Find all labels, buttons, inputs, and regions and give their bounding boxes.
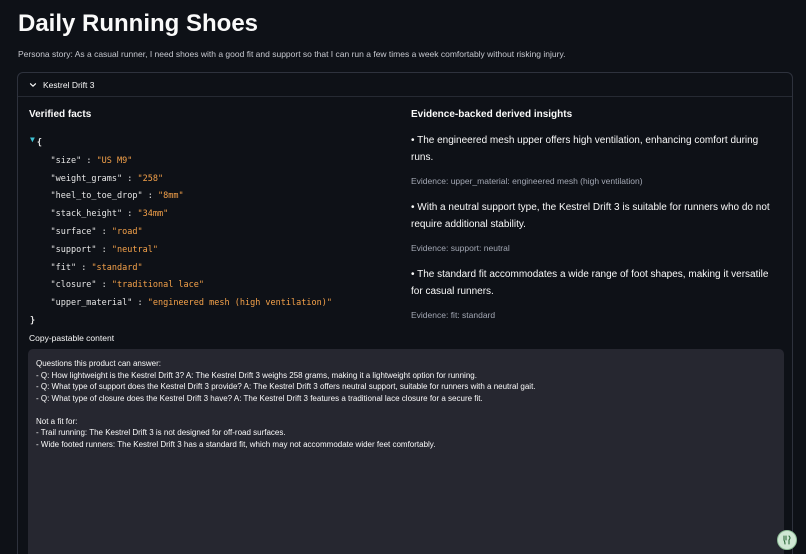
verified-facts-heading: Verified facts [29,109,92,120]
json-open-brace: { [36,138,42,148]
json-key: "support" [50,244,97,255]
derived-insights-heading: Evidence-backed derived insights [411,109,573,120]
json-value: "34mm" [137,209,169,220]
json-entry: "closure" : "traditional lace" [50,280,205,291]
json-entry: "heel_to_toe_drop" : "8mm" [50,191,184,202]
json-value: "engineered mesh (high ventilation)" [147,298,332,309]
json-key: "fit" [50,262,77,273]
json-entry: "stack_height" : "34mm" [50,209,169,220]
insight-text: • The standard fit accommodates a wide range of foot shapes, making it versatile for casual runners. [411,269,769,297]
json-key: "surface" [50,226,97,237]
json-value: "US M9" [96,155,133,166]
copy-line [36,404,776,416]
expander-header[interactable] [18,73,792,97]
json-key: "size" [50,155,82,166]
insight-evidence: Evidence: fit: standard [411,310,496,320]
copy-line: - Wide footed runners: The Kestrel Drift 3 has a standard fit, which may not accommodate wider feet comfortably. [36,439,436,449]
insight-text: • The engineered mesh upper offers high ventilation, enhancing comfort during runs. [411,135,759,163]
json-value: "standard" [91,262,143,273]
copy-line: - Trail running: The Kestrel Drift 3 is not designed for off-road surfaces. [36,428,286,437]
json-key: "upper_material" [50,298,133,309]
copy-line: Questions this product can answer: [36,359,161,368]
copy-content-area[interactable] [28,349,784,554]
copy-line: - Q: How lightweight is the Kestrel Drift 3? A: The Kestrel Drift 3 weighs 258 grams, making it a lightweight option for running. [36,370,477,380]
json-value: "road" [111,226,143,237]
json-close-brace: } [30,315,36,326]
json-entry: "weight_grams" : "258" [50,173,164,184]
json-entry: "upper_material" : "engineered mesh (high ventilation)" [50,298,332,309]
persona-story: Persona story: As a casual runner, I need shoes with a good fit and support so that I can run a few times a week comfortably without risking injury. [18,49,566,59]
json-value: "258" [137,173,164,184]
chevron-down-icon [28,80,38,90]
insight-evidence: Evidence: upper_material: engineered mesh (high ventilation) [411,176,643,186]
json-key: "stack_height" [50,209,123,220]
copy-line: - Q: What type of closure does the Kestrel Drift 3 have? A: The Kestrel Drift 3 features a traditional lace closure for a secure fit. [36,393,483,403]
app-assistant-icon[interactable] [777,530,797,550]
json-value: "neutral" [111,244,158,255]
json-entry: "fit" : "standard" [50,262,143,273]
insights-list [411,133,781,334]
json-entry: "surface" : "road" [50,226,143,237]
collapse-toggle-icon[interactable]: ▼ [30,135,35,144]
json-key: "closure" [50,280,97,291]
product-expander [17,72,793,554]
copy-content-label: Copy-pastable content [29,333,115,343]
copy-line: - Q: What type of support does the Kestrel Drift 3 provide? A: The Kestrel Drift 3 offers neutral support, suitable for runners with a neutral gait. [36,382,536,391]
page-title: Daily Running Shoes [18,10,259,37]
json-value: "8mm" [157,191,184,202]
json-entry: "size" : "US M9" [50,155,133,166]
json-viewer [30,134,332,331]
json-key: "heel_to_toe_drop" [50,191,143,202]
json-key: "weight_grams" [50,173,123,184]
copy-line: Not a fit for: [36,416,78,426]
json-entry: "support" : "neutral" [50,244,158,255]
insight-text: • With a neutral support type, the Kestrel Drift 3 is suitable for runners who do not require additional stability. [411,202,770,230]
expander-label: Kestrel Drift 3 [43,79,95,90]
json-value: "traditional lace" [111,280,205,291]
insight-evidence: Evidence: support: neutral [411,243,510,253]
